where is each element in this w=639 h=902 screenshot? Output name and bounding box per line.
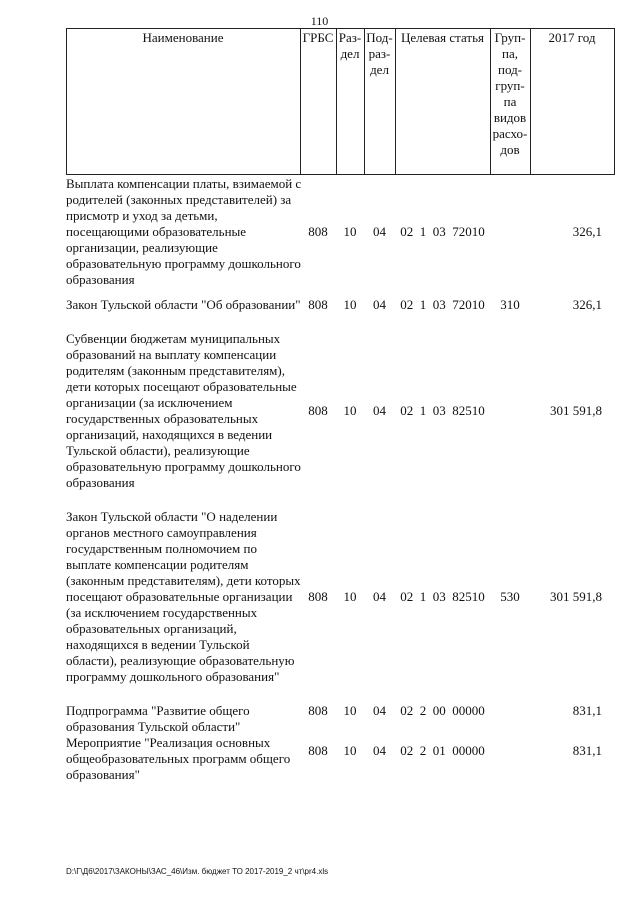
row-podrazdel: 04 [373,403,386,418]
row-target: 02 1 03 82510 [400,403,485,418]
row-amount: 831,1 [572,743,602,758]
row-grbs: 808 [308,297,328,312]
row-group: 530 [500,589,520,604]
row-podrazdel: 04 [373,297,386,312]
row-podrazdel: 04 [373,703,386,718]
row-amount: 831,1 [572,703,602,718]
row-razdel: 10 [343,703,357,718]
header-razdel: Раз- дел [338,30,362,61]
row-target: 02 2 00 00000 [400,703,485,718]
row-razdel: 10 [343,297,357,312]
row-grbs: 808 [308,589,328,604]
row-amount: 326,1 [572,297,602,312]
row-podrazdel: 04 [373,589,386,604]
row-razdel: 10 [343,743,357,758]
row-name: Закон Тульской области "О наделении органов местного самоуправления государственным полномочием по выплате компенсации родителям (законным представителям), дети которых посещают образовательные организации (за исключением государственных образовательных организаций, находящихся в ведении Тульской области), реализующие образовательную программу дошкольного образования" [66,509,301,684]
page-number: 110 [310,14,329,28]
row-name: Мероприятие "Реализация основных общеобразовательных программ общего образования" [66,735,291,782]
row-target: 02 1 03 82510 [400,589,485,604]
row-target: 02 1 03 72010 [400,224,485,239]
header-podrazdel: Под- раз- дел [366,30,393,77]
row-name: Выплата компенсации платы, взимаемой с родителей (законных представителей) за присмотр и уход за детьми, посещающими образовательные организации, реализующие образовательную программу дошкольного образования [66,176,302,287]
header-target: Целевая статья [400,30,484,45]
row-group: 310 [500,297,520,312]
header-year: 2017 год [548,30,596,45]
row-name: Подпрограмма "Развитие общего образования Тульской области" [66,703,250,734]
row-grbs: 808 [308,703,328,718]
row-podrazdel: 04 [373,224,386,239]
row-grbs: 808 [308,403,328,418]
row-grbs: 808 [308,743,328,758]
header-group: Груп- па, под- груп- па видов расхо- дов [492,30,528,157]
row-razdel: 10 [343,224,357,239]
file-path-footer: D:\Г\Д6\2017\ЗАКОНЫ\ЗАС_46\Изм. бюджет ТО 2017-2019_2 чт\pr4.xls [66,867,329,876]
row-amount: 301 591,8 [550,403,602,418]
header-name: Наименование [142,30,224,45]
row-amount: 301 591,8 [550,589,602,604]
row-target: 02 2 01 00000 [400,743,485,758]
row-amount: 326,1 [572,224,602,239]
row-razdel: 10 [343,589,357,604]
row-grbs: 808 [308,224,328,239]
row-razdel: 10 [343,403,357,418]
row-podrazdel: 04 [373,743,386,758]
row-name: Субвенции бюджетам муниципальных образований на выплату компенсации родителям (законным представителям), дети которых посещают образовательные организации (за исключением государственных образовательных организаций, находящихся в ведении Тульской области), реализующие образовательную программу дошкольного образования [66,331,301,490]
row-name: Закон Тульской области "Об образовании" [66,297,301,312]
header-grbs: ГРБС [302,30,334,45]
row-target: 02 1 03 72010 [400,297,485,312]
